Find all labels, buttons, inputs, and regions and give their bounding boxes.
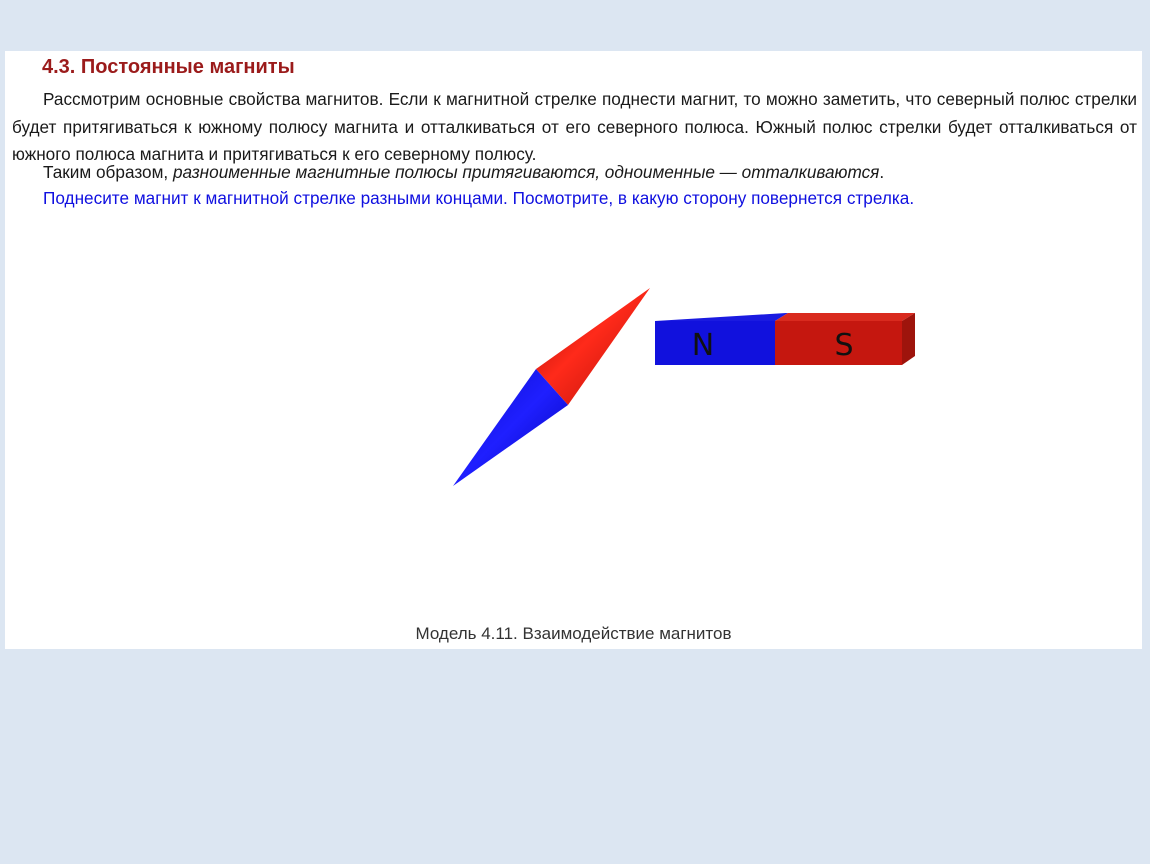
magnet-north-top — [655, 313, 788, 321]
model-caption: Модель 4.11. Взаимодействие магнитов — [415, 624, 732, 643]
magnet-south-side — [902, 313, 915, 365]
instruction-text: Поднесите магнит к магнитной стрелке разными концами. Посмотрите, в какую сторону повернется стрелка. — [43, 188, 915, 208]
paragraph-magnet-properties: Рассмотрим основные свойства магнитов. Если к магнитной стрелке поднести магнит, то можно заметить, что северный полюс стрелки будет притягиваться к южному полюсу магнита и отталкиваться от его северного полюса. Южный полюс стрелки будет отталкиваться от южного полюса магнита и притягиваться к его северному полюсу. — [12, 89, 1137, 164]
slide — [5, 51, 1142, 649]
magnet-north-front — [655, 321, 775, 365]
compass-needle[interactable] — [453, 288, 650, 486]
conclusion-lead: Таким образом, — [43, 162, 173, 182]
needle-north-half — [453, 369, 568, 486]
bar-magnet[interactable] — [655, 313, 915, 365]
magnet-model — [5, 51, 1142, 649]
magnet-south-top — [775, 313, 915, 321]
magnet-north-label: N — [691, 328, 715, 363]
conclusion-end: . — [879, 162, 885, 182]
conclusion-rule: разноименные магнитные полюсы притягиваются, одноименные — отталкиваются — [172, 162, 880, 182]
magnet-south-label: S — [834, 328, 854, 363]
needle-south-half — [536, 288, 650, 405]
section-title: 4.3. Постоянные магниты — [42, 56, 295, 78]
